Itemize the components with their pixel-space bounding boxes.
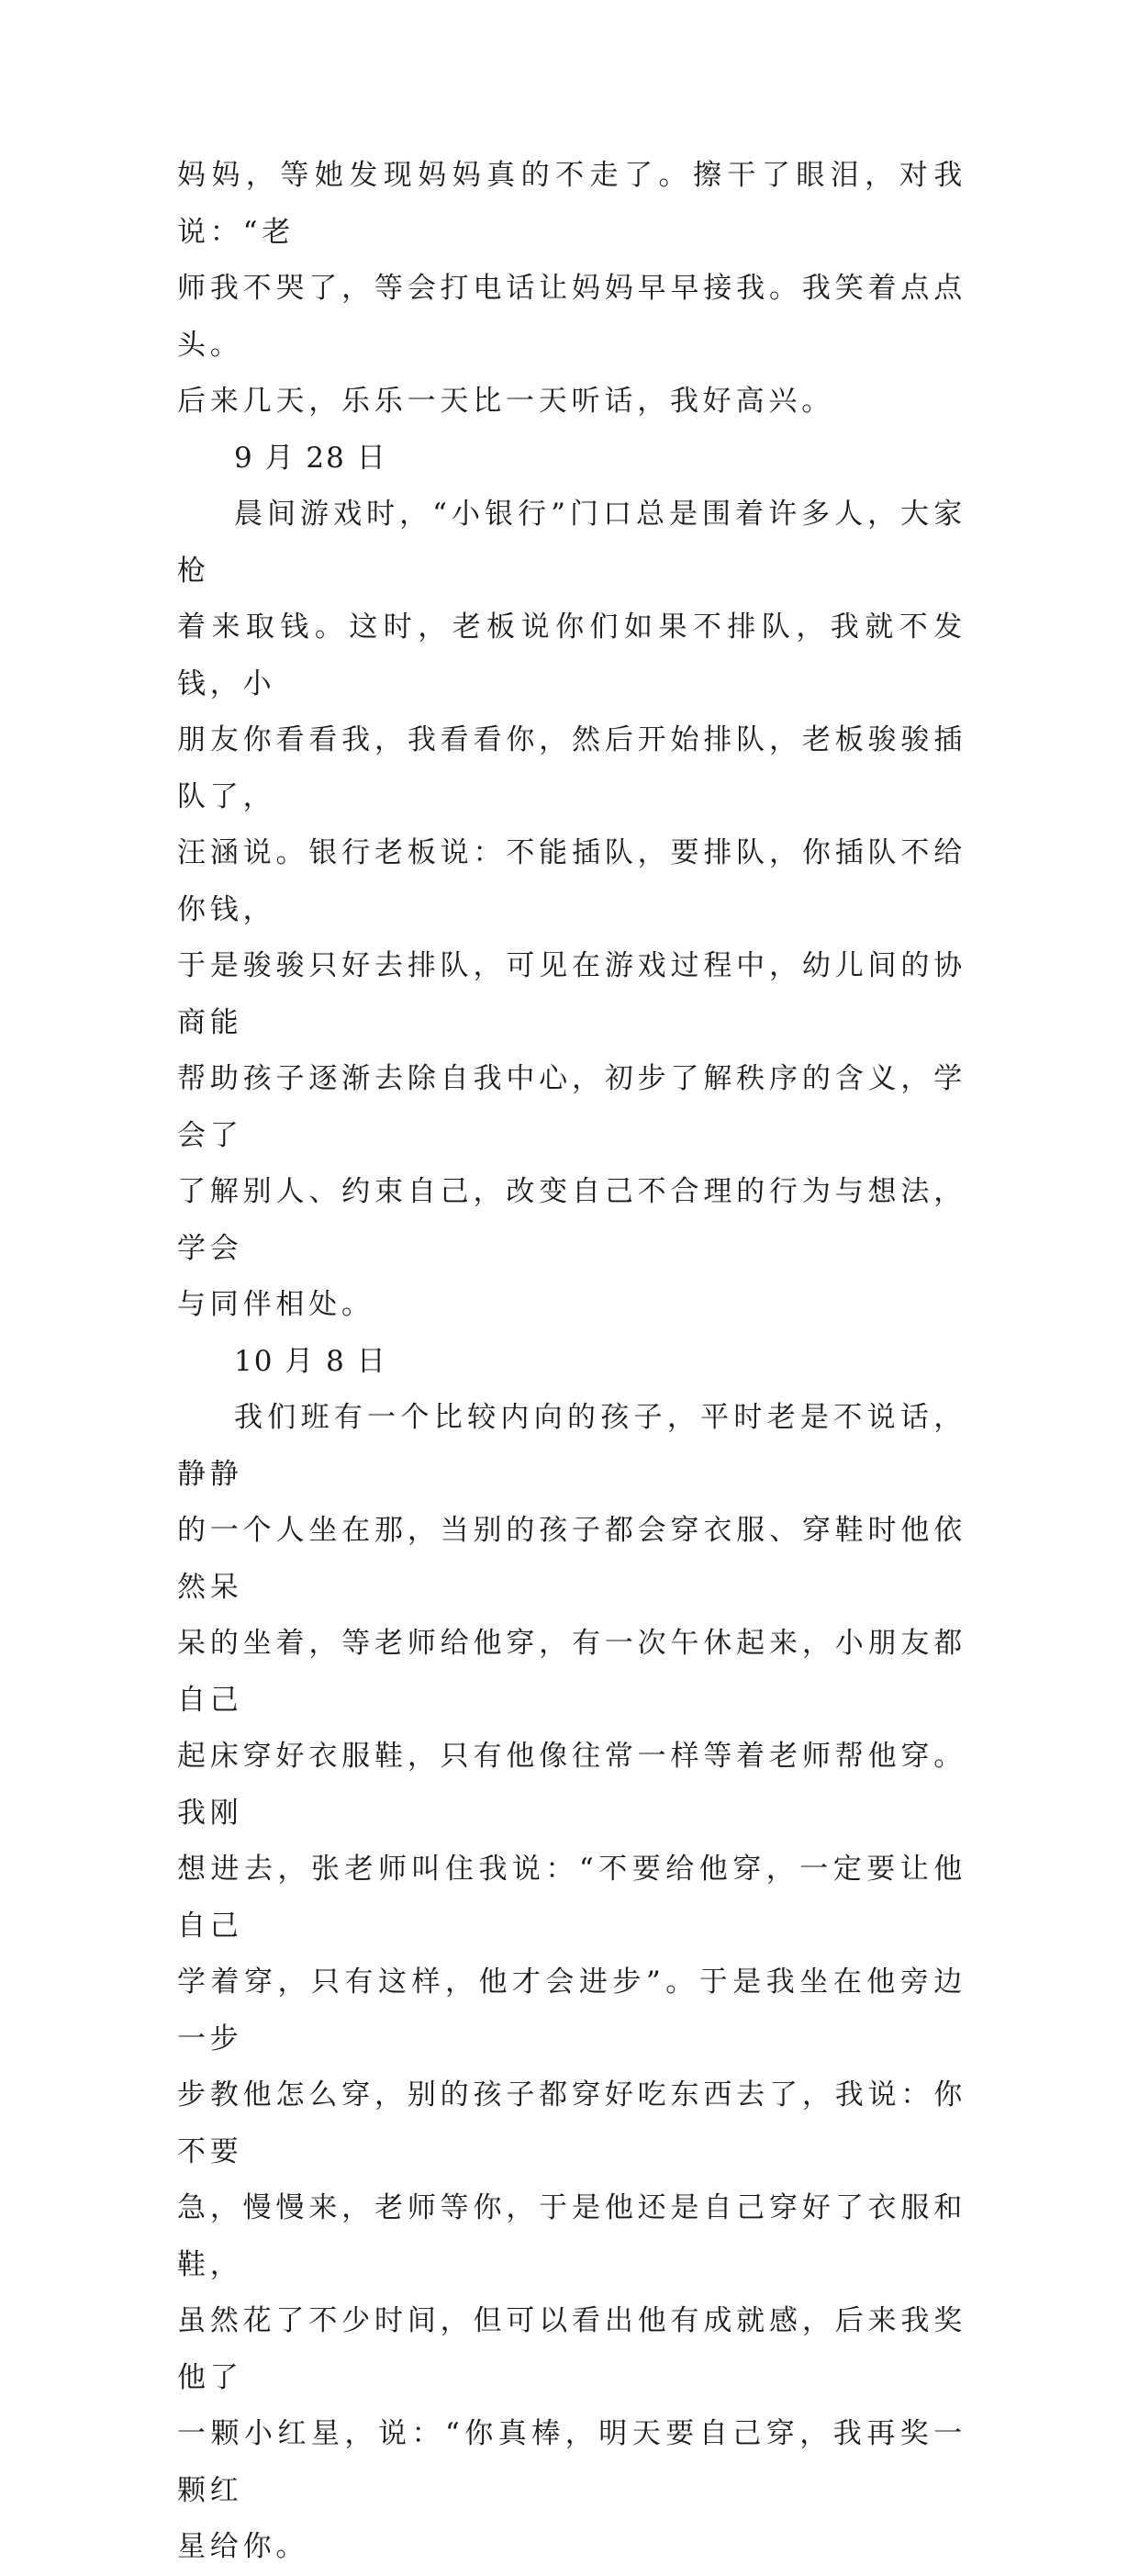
document-page bbox=[177, 148, 966, 2576]
paragraph-little-bank-game: 晨间游戏时，“小银行”门口总是围着许多人，大家枪 着来取钱。这时，老板说你们如果不排队，我就不发钱，小 朋友你看看我，我看看你，然后开始排队，老板骏骏插队了， 汪涵说。银行老板说：不能插队，要排队，你插队不给你钱， 于是骏骏只好去排队，可见在游戏过程中，幼儿间的协商能 帮助孩子逐渐去除自我中心，初步了解秩序的含义，学会了 了解别人、约束自己，改变自己不合理的行为与想法，学会 与同伴相处。 bbox=[177, 498, 966, 1321]
paragraph-dressing-independently: 我们班有一个比较内向的孩子，平时老是不说话，静静 的一个人坐在那，当别的孩子都会穿衣服、穿鞋时他依然呆 呆的坐着，等老师给他穿，有一次午休起来，小朋友都自己 起床穿好衣服鞋，只有他像往常一样等着老师帮他穿。我刚 想进去，张老师叫住我说：“不要给他穿，一定要让他自己 学着穿，只有这样，他才会进步”。于是我坐在他旁边一步 步教他怎么穿，别的孩子都穿好吃东西去了，我说：你不要 急，慢慢来，老师等你，于是他还是自己穿好了衣服和鞋， 虽然花了不少时间，但可以看出他有成就感，后来我奖他了 一颗小红星，说：“你真棒，明天要自己穿，我再奖一颗红 星给你。 bbox=[177, 1401, 966, 2563]
date-heading-sep-28: 9 月 28 日 bbox=[234, 441, 387, 475]
date-heading-oct-8: 10 月 8 日 bbox=[234, 1344, 387, 1378]
paragraph-continuation: 妈妈，等她发现妈妈真的不走了。擦干了眼泪，对我说：“老 师我不哭了，等会打电话让妈妈早早接我。我笑着点点头。 后来几天，乐乐一天比一天听话，我好高兴。 bbox=[177, 159, 966, 418]
